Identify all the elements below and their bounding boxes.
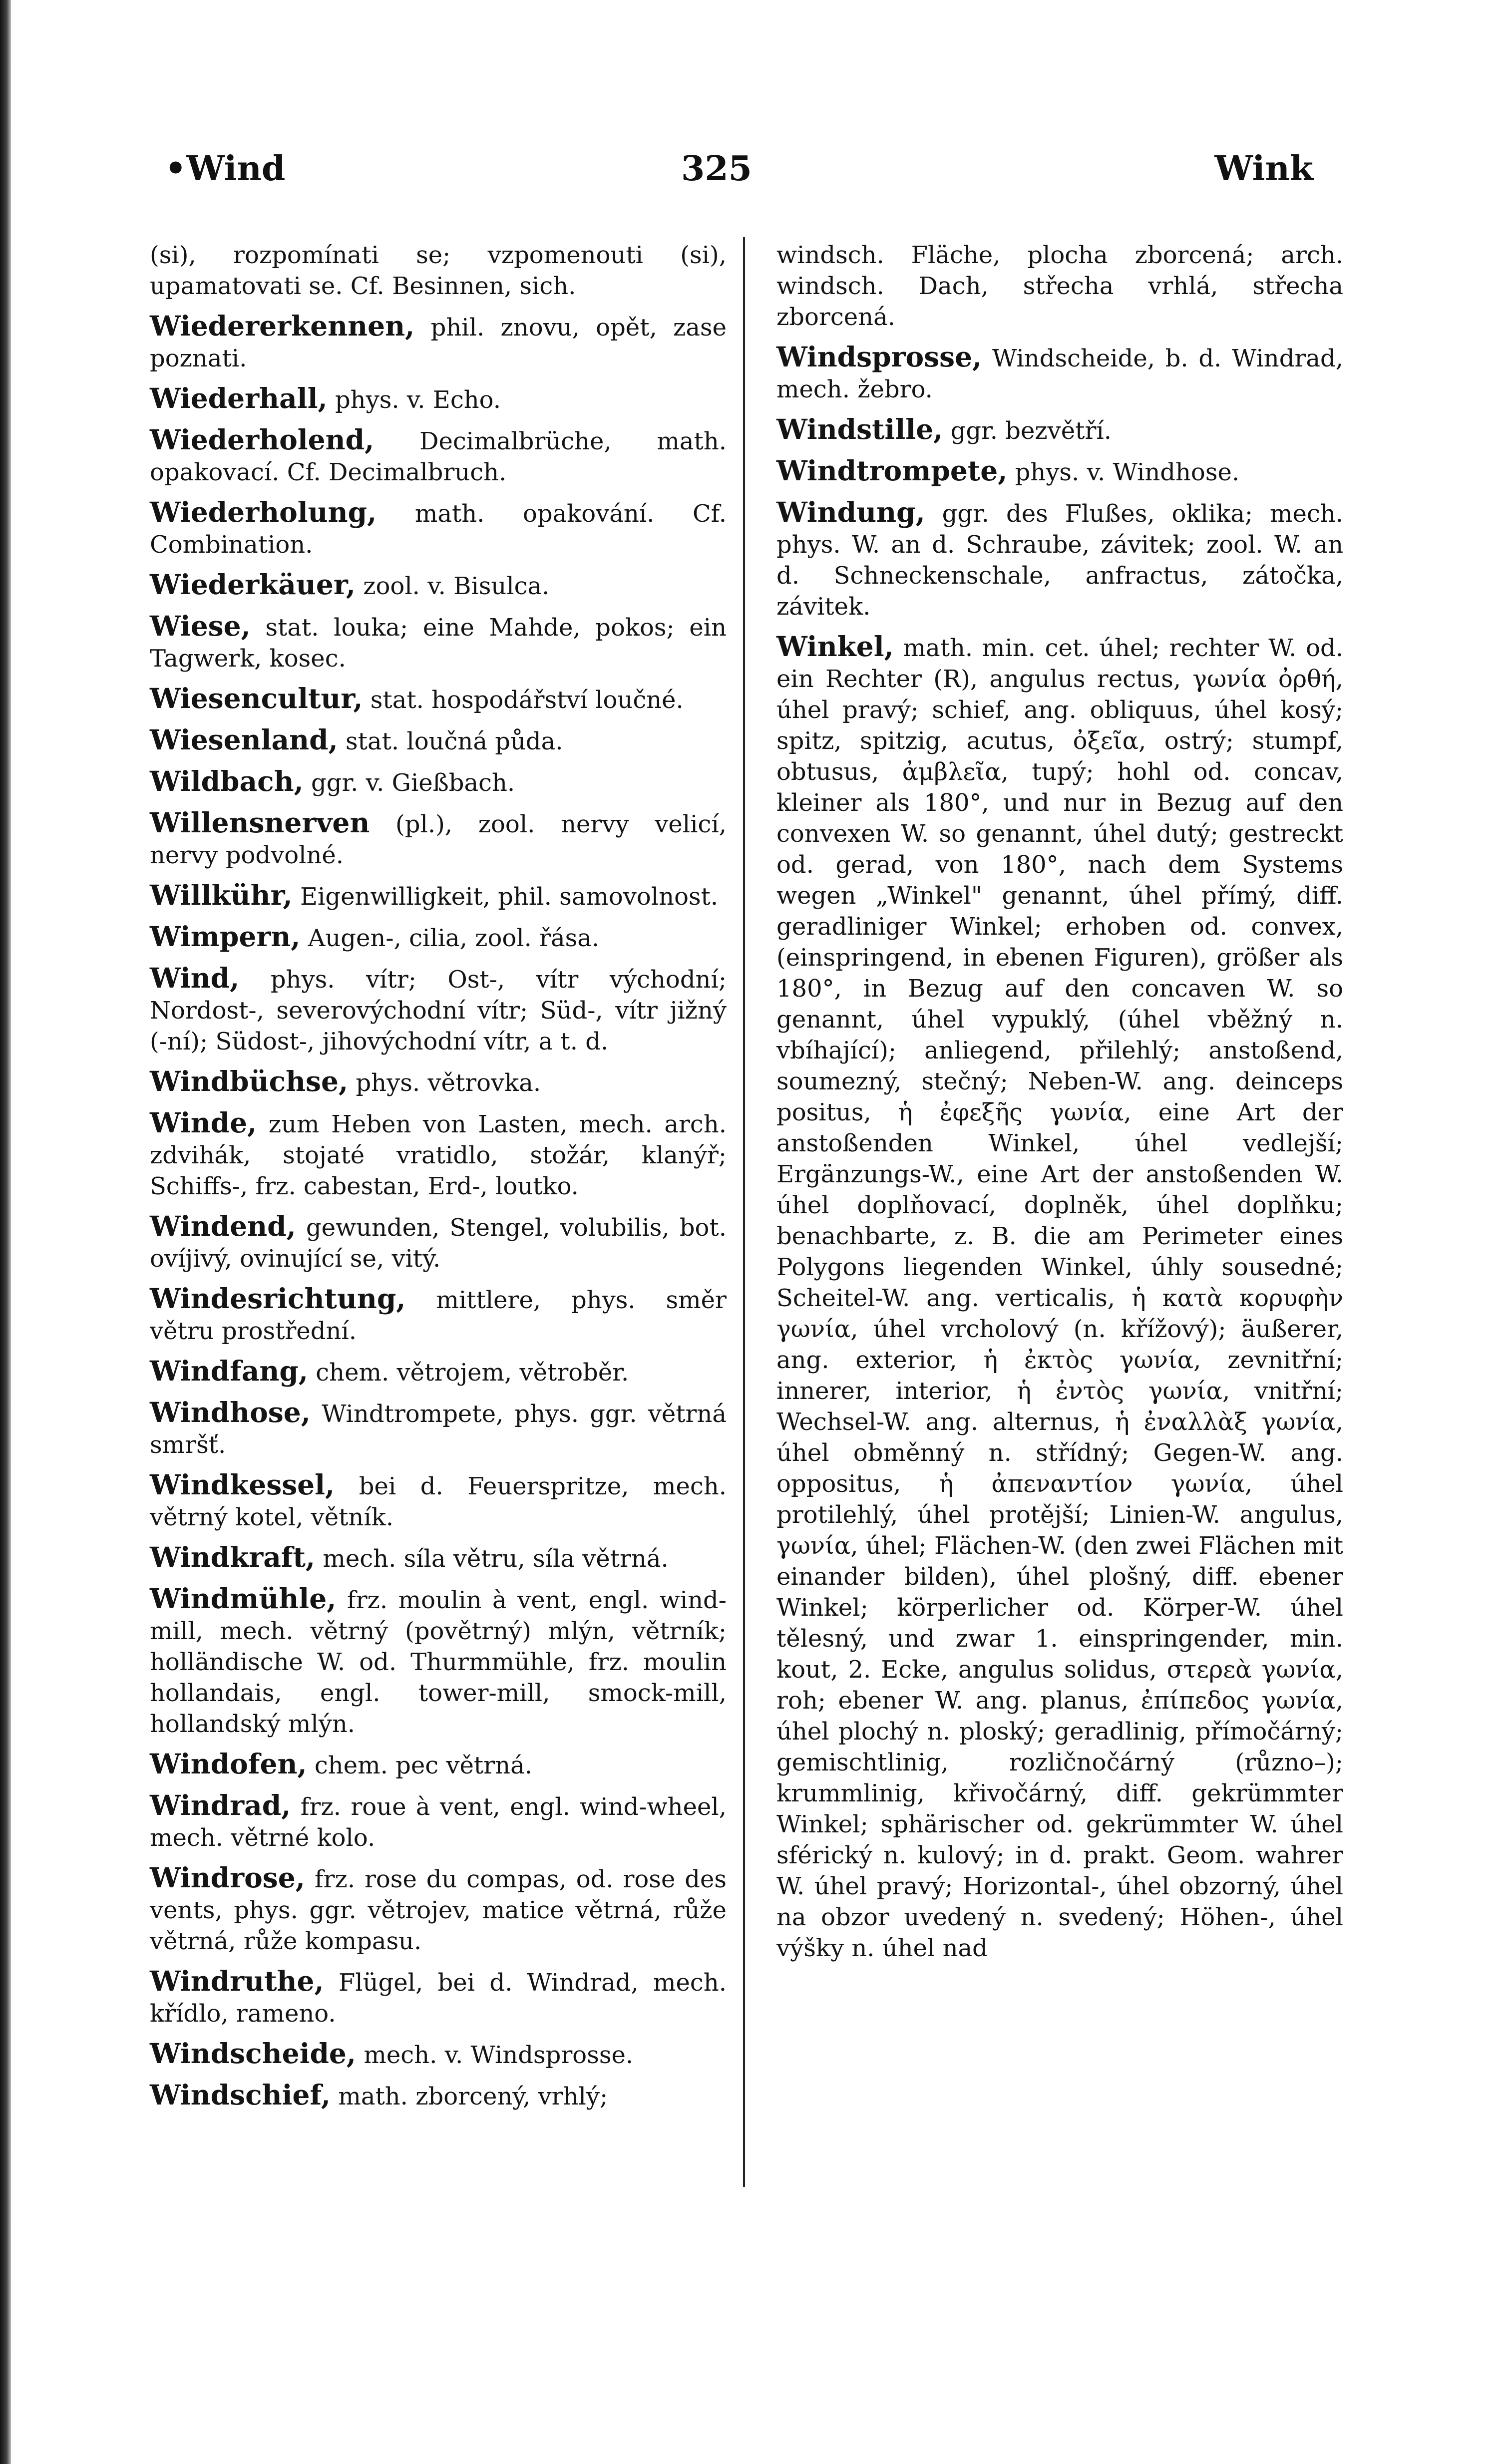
entry-headword: Wiedererkennen,	[150, 310, 415, 342]
entry-definition: Eigenwilligkeit, phil. samovolnost.	[300, 883, 719, 911]
entry-definition: mech. síla větru, síla větrná.	[323, 1545, 669, 1573]
entry-headword: Windkessel,	[150, 1468, 335, 1501]
entry-definition: Augen-, cilia, zool. řása.	[308, 924, 600, 952]
dictionary-entry	[150, 497, 727, 560]
entry-headword: Wildbach,	[150, 765, 304, 797]
dictionary-entry	[150, 1583, 727, 1740]
entry-headword: Wiederkäuer,	[150, 568, 356, 601]
entry-definition: math. opakování. Cf. Combination.	[150, 500, 727, 559]
entry-headword: Wiederholend,	[150, 423, 375, 456]
entry-definition: math. min. cet. úhel; rechter W. od. ein Rechter (R), angulus rectus, γωνία ὀρθή, úhel pravý; schief, ang. obliquus, úhel kosý; spitz, spitzig, acutus, ὀξεῖα, ostrý; stumpf, obtusus, ἀμβλεῖα, tupý; hohl od. concav, kleiner als 180°, und nur in Bezug auf den convexen W. so genannt, úhel dutý; gestreckt od. gerad, von 180°, nach dem Systems wegen „Winkel" genannt, úhel přímý, diff. geradliniger Winkel; erhoben od. convex, (einspringend, in ebenen Figuren), größer als 180°, in Bezug auf den concaven W. so genannt, úhel vypuklý, (úhel vběžný n. vbíhající); anliegend, přilehlý; anstoßend, soumezný, stečný; Neben-W. ang. deinceps positus, ἡ ἐφεξῆς γωνία, eine Art der anstoßenden Winkel, úhel vedlejší; Ergänzungs-W., eine Art der anstoßenden W. úhel doplňovací, doplněk, úhel doplňku; benachbarte, z. B. die am Perimeter eines Polygons liegenden Winkel, úhly sousedné; Scheitel-W. ang. verticalis, ἡ κατὰ κορυφὴν γωνία, úhel vrcholový (n. křížový); äußerer, ang. exterior, ἡ ἐκτὸς γωνία, zevnitřní; innerer, interior, ἡ ἐντὸς γωνία, vnitřní; Wechsel-W. ang. alternus, ἡ ἐναλλὰξ γωνία, úhel obměnný n. střídný; Gegen-W. ang. oppositus, ἡ ἀπεναντίον γωνία, úhel protilehlý, úhel protější; Linien-W. angulus, γωνία, úhel; Flächen-W. (den zwei Flächen mit einander bilden), úhel plošný, diff. ebener Winkel; körperlicher od. Körper-W. úhel tělesný, und zwar 1. einspringender, min. kout, 2. Ecke, angulus solidus, στερεὰ γωνία, roh; ebener W. ang. planus, ἐπίπεδος γωνία, úhel plochý n. ploský; geradlinig, přímočárný; gemischtlinig, rozličnočárný (různo–); krummlinig, křivočárný, diff. gekrümmter Winkel; sphärischer od. gekrümmter W. úhel sférický n. kulový; in d. prakt. Geom. wahrer W. úhel pravý; Horizontal-, úhel obzorný, úhel na obzor uvedený n. svedený; Höhen-, úhel výšky n. úhel nad	[776, 634, 1343, 1962]
dictionary-entry	[150, 1469, 727, 1533]
dictionary-entry	[776, 342, 1343, 405]
entry-definition: ggr. bezvětří.	[950, 417, 1112, 445]
entry-headword: Windruthe,	[150, 1965, 324, 1997]
entry-definition: Decimalbrüche, math. opakovací. Cf. Decimalbruch.	[150, 427, 727, 486]
entry-definition: phys. vítr; Ost-, vítr východní; Nordost-, severovýchodní vítr; Süd-, vítr jižný (-ní); Südost-, jihovýchodní vítr, a t. d.	[150, 966, 727, 1056]
dictionary-entry	[150, 311, 727, 374]
left-column	[150, 240, 727, 2121]
entry-headword: Windscheide,	[150, 2037, 357, 2070]
page-number: 325	[681, 149, 752, 189]
entry-headword: Windkraft,	[150, 1541, 316, 1573]
entry-definition: phil. znovu, opět, zase poznati.	[150, 314, 727, 372]
dictionary-entry	[150, 1066, 727, 1098]
dictionary-entry	[150, 1542, 727, 1574]
entry-headword: Winkel,	[776, 630, 894, 663]
dictionary-entry	[150, 611, 727, 674]
dictionary-entry	[150, 807, 727, 871]
right-column	[776, 240, 1343, 1973]
dictionary-entry	[150, 921, 727, 954]
entry-definition: frz. roue à vent, engl. wind-wheel, mech. větrné kolo.	[150, 1793, 727, 1852]
dictionary-entry	[776, 414, 1343, 446]
dictionary-entry	[150, 683, 727, 715]
entry-definition: windsch. Fläche, plocha zborcená; arch. windsch. Dach, střecha vrhlá, střecha zborcená.	[776, 241, 1343, 331]
dictionary-entry	[150, 880, 727, 912]
entry-definition: frz. rose du compas, od. rose des vents, phys. ggr. větrojev, matice větrná, růže větrná, růže kompasu.	[150, 1865, 727, 1955]
entry-definition: (pl.), zool. nervy velicí, nervy podvolné.	[150, 810, 727, 869]
entry-definition: zool. v. Bisulca.	[363, 572, 550, 600]
dictionary-entry	[150, 963, 727, 1057]
dictionary-entry	[150, 1862, 727, 1957]
entry-definition: Flügel, bei d. Windrad, mech. křídlo, rameno.	[150, 1969, 727, 2028]
entry-headword: Wiederhall,	[150, 382, 328, 414]
entry-headword: Windhose,	[150, 1396, 311, 1428]
dictionary-entry	[150, 1107, 727, 1202]
entry-definition: Windscheide, b. d. Windrad, mech. žebro.	[776, 345, 1343, 403]
entry-definition: chem. pec větrná.	[314, 1752, 532, 1779]
entry-definition: phys. v. Windhose.	[1015, 458, 1240, 486]
page-edge-shadow	[0, 0, 11, 2464]
entry-headword: Windrose,	[150, 1861, 305, 1894]
entry-definition: Windtrompete, phys. ggr. větrná smršť.	[150, 1400, 727, 1459]
entry-headword: Wiederholung,	[150, 496, 377, 528]
header-left-guideword: •Wind	[165, 149, 286, 189]
entry-headword: Windfang,	[150, 1355, 309, 1387]
dictionary-entry	[150, 2080, 727, 2112]
entry-definition: ggr. des Flußes, oklika; mech. phys. W. an d. Schraube, závitek; zool. W. an d. Schneckenschale, anfractus, zátočka, závitek.	[776, 500, 1343, 621]
dictionary-entry	[150, 240, 727, 302]
entry-definition: stat. hospodářství loučné.	[370, 686, 684, 714]
entry-headword: Winde,	[150, 1106, 257, 1139]
entry-headword: Windstille,	[776, 413, 943, 445]
entry-headword: Windschief,	[150, 2079, 331, 2111]
entry-definition: ggr. v. Gießbach.	[311, 769, 515, 797]
entry-definition: chem. větrojem, větroběr.	[316, 1359, 629, 1387]
entry-headword: Windsprosse,	[776, 341, 982, 373]
entry-headword: Wimpern,	[150, 920, 301, 953]
entry-headword: Windend,	[150, 1210, 296, 1242]
entry-headword: Windbüchse,	[150, 1065, 349, 1097]
dictionary-entry	[150, 724, 727, 757]
entry-definition: phys. v. Echo.	[335, 386, 501, 414]
dictionary-entry	[150, 424, 727, 488]
entry-headword: Wiese,	[150, 610, 251, 642]
dictionary-entry	[150, 1211, 727, 1274]
entry-headword: Willensnerven	[150, 806, 370, 839]
dictionary-entry	[150, 1790, 727, 1853]
dictionary-entry	[150, 1397, 727, 1460]
entry-definition: phys. větrovka.	[356, 1069, 541, 1097]
entry-definition: gewunden, Stengel, volubilis, bot. ovíjivý, ovinující se, vitý.	[150, 1214, 727, 1273]
dictionary-entry	[150, 1749, 727, 1781]
running-header	[165, 144, 1313, 204]
entry-headword: Windmühle,	[150, 1582, 337, 1615]
entry-headword: Wiesencultur,	[150, 682, 363, 714]
entry-headword: Windtrompete,	[776, 454, 1008, 487]
dictionary-entry	[776, 240, 1343, 333]
entry-headword: Wind,	[150, 962, 240, 994]
entry-headword: Willkühr,	[150, 879, 293, 911]
dictionary-entry	[150, 766, 727, 798]
header-right-guideword: Wink	[1214, 149, 1313, 189]
entry-definition: frz. moulin à vent, engl. wind-mill, mech. větrný (povětrný) mlýn, větrník; holländische W. od. Thurmmühle, frz. moulin hollandais, engl. tower-mill, smock-mill, hollandský mlýn.	[150, 1586, 727, 1738]
entry-headword: Windofen,	[150, 1748, 307, 1780]
entry-headword: Wiesenland,	[150, 723, 338, 756]
entry-headword: Windrad,	[150, 1789, 291, 1821]
entry-headword: Windung,	[776, 496, 925, 528]
dictionary-entry	[776, 631, 1343, 1964]
entry-definition: math. zborcený, vrhlý;	[338, 2083, 608, 2111]
dictionary-entry	[150, 569, 727, 602]
entry-definition: stat. louka; eine Mahde, pokos; ein Tagwerk, kosec.	[150, 614, 727, 673]
entry-headword: Windesrichtung,	[150, 1282, 406, 1315]
entry-definition: (si), rozpomínati se; vzpomenouti (si), upamatovati se. Cf. Besinnen, sich.	[150, 241, 727, 300]
entry-definition: mittlere, phys. směr větru prostřední.	[150, 1286, 727, 1345]
dictionary-entry	[150, 2038, 727, 2071]
dictionary-entry	[150, 1283, 727, 1347]
dictionary-entry	[150, 1966, 727, 2029]
dictionary-entry	[776, 455, 1343, 488]
entry-definition: bei d. Feuerspritze, mech. větrný kotel, větník.	[150, 1472, 727, 1531]
dictionary-entry	[776, 497, 1343, 622]
entry-definition: mech. v. Windsprosse.	[364, 2041, 634, 2069]
dictionary-entry	[150, 1356, 727, 1388]
column-divider	[743, 237, 745, 2187]
entry-definition: zum Heben von Lasten, mech. arch. zdvihák, stojaté vratidlo, stožár, klanýř; Schiffs-, frz. cabestan, Erd-, loutko.	[150, 1110, 727, 1200]
entry-definition: stat. loučná půda.	[346, 727, 563, 755]
dictionary-entry	[150, 383, 727, 415]
